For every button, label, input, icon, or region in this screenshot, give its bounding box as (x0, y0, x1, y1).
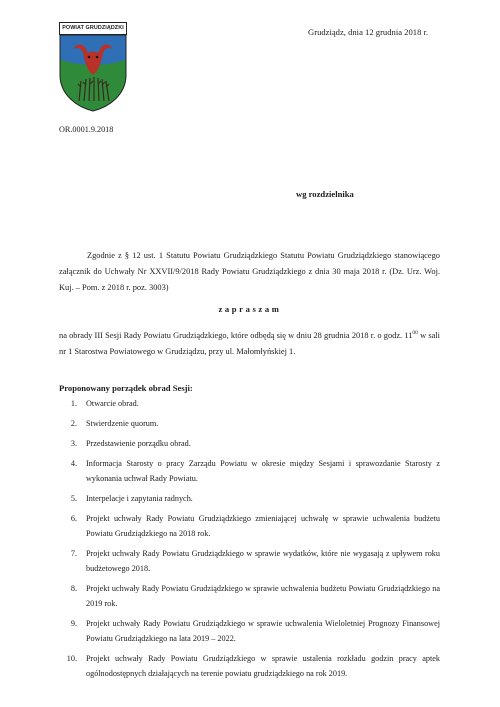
agenda-item-number: 2. (70, 419, 77, 428)
agenda-item-number: 10. (66, 654, 77, 663)
agenda-item (59, 616, 440, 646)
agenda-item-text: Stwierdzenie quorum. (86, 419, 159, 428)
agenda-item (59, 651, 440, 681)
agenda-item-text: Projekt uchwały Rady Powiatu Grudziądzkiego w sprawie uchwalenia Wieloletniej Prognozy Finansowej Powiatu Grudziądzkiego na lata 2019 – 2022. (86, 619, 440, 643)
agenda-item-text: Projekt uchwały Rady Powiatu Grudziądzkiego w sprawie wydatków, które nie wygasają z upływem roku budżetowego 2018. (86, 549, 440, 573)
agenda-list (59, 396, 440, 686)
crest-shield (59, 35, 127, 112)
legal-basis-paragraph: Zgodnie z § 12 ust. 1 Statutu Powiatu Grudziądzkiego Statutu Powiatu Grudziądzkiego stanowiącego załącznik do Uchwały Nr XXVII/9/2018 Rady Powiatu Grudziądzkiego z dnia 30 maja 2018 r. (Dz. Urz. Woj. Kuj. – Pom. z 2018 r. poz. 3003) (59, 251, 440, 292)
agenda-item-text: Informacja Starosty o pracy Zarządu Powiatu w okresie między Sesjami i sprawozdanie Starosty z wykonania uchwał Rady Powiatu. (86, 459, 440, 483)
agenda-item-number: 5. (70, 494, 77, 503)
agenda-item-number: 4. (70, 459, 77, 468)
time-minutes-superscript: 00 (412, 330, 418, 337)
agenda-item-text: Przedstawienie porządku obrad. (86, 439, 191, 448)
agenda-item-number: 6. (70, 514, 77, 523)
session-details-part2: w sali nr 1 Starostwa Powiatowego w Grudziądzu, przy ul. Małomłyńskiej 1. (59, 331, 440, 356)
agenda-item-number: 3. (70, 439, 77, 448)
agenda-item-text: Otwarcie obrad. (86, 399, 139, 408)
session-details-part1: na obrady III Sesji Rady Powiatu Grudziądzkiego, które odbędą się w dniu 28 grudnia 2018 r. o godz. 11 (59, 331, 413, 340)
agenda-item-text: Projekt uchwały Rady Powiatu Grudziądzkiego w sprawie uchwalenia budżetu Powiatu Grudziądzkiego na 2019 rok. (86, 584, 440, 608)
agenda-item-text: Projekt uchwały Rady Powiatu Grudziądzkiego zmieniającej uchwałę w sprawie uchwalenia budżetu Powiatu Grudziądzkiego na 2018 rok. (86, 514, 440, 538)
reference-number: OR.0001.9.2018 (59, 125, 114, 134)
agenda-heading: Proponowany porządek obrad Sesji: (59, 383, 193, 393)
agenda-item-text: Projekt uchwały Rady Powiatu Grudziądzkiego w sprawie ustalenia rozkładu godzin pracy aptek ogólnodostępnych działających na terenie powiatu grudziądzkiego na rok 2019. (86, 654, 440, 678)
agenda-item (59, 396, 440, 411)
invite-word: zapraszam (218, 304, 282, 314)
agenda-item-number: 9. (70, 619, 77, 628)
agenda-item-number: 7. (70, 549, 77, 558)
agenda-item (59, 511, 440, 541)
session-details-paragraph (59, 328, 440, 360)
agenda-item-text: Interpelacje i zapytania radnych. (86, 494, 193, 503)
agenda-item-number: 1. (70, 399, 77, 408)
place-date: Grudziądz, dnia 12 grudnia 2018 r. (308, 27, 429, 37)
agenda-item (59, 416, 440, 431)
crest-banner: POWIAT GRUDZIĄDZKI (59, 22, 127, 35)
agenda-item (59, 456, 440, 486)
agenda-item-number: 8. (70, 584, 77, 593)
agenda-item (59, 491, 440, 506)
agenda-item (59, 546, 440, 576)
county-crest (59, 22, 127, 112)
agenda-item (59, 436, 440, 451)
agenda-item (59, 581, 440, 611)
recipient: wg rozdzielnika (296, 189, 354, 199)
